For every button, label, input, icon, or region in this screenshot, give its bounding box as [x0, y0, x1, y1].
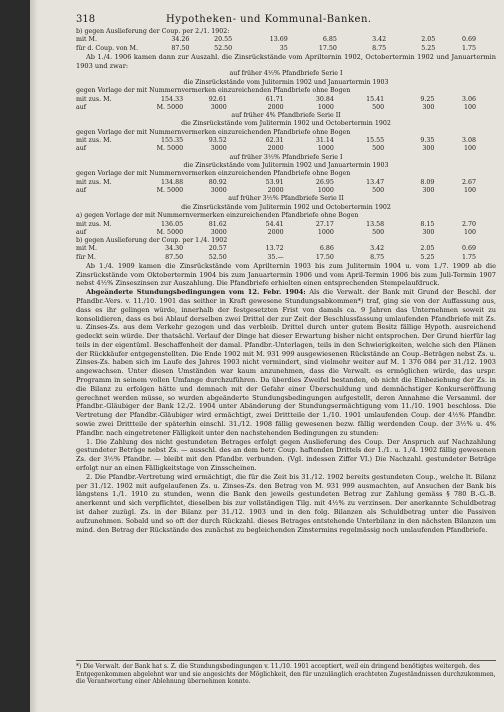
table-cell: 3000 — [210, 103, 227, 111]
table-cell: 61.71 — [265, 95, 284, 103]
table-row — [76, 96, 476, 104]
para-1 — [76, 53, 496, 71]
table-cell: 52.50 — [214, 44, 233, 52]
table-cell: 8.09 — [420, 178, 435, 186]
table-cell: M. 5000 — [156, 103, 184, 111]
table-cell: 3.08 — [461, 137, 476, 145]
table-cell: 100 — [463, 187, 476, 195]
table-cell: 134.88 — [161, 178, 184, 186]
table-cell: 27.17 — [315, 220, 334, 228]
rate-group-table — [76, 221, 476, 237]
para-3-text: Als die Verwalt. der Bank mit Grund der Beschl. der Pfandbr.-Vers. v. 11./10. 1901 das seither in Kraft gewesene Stundungsabkommen*) traf, ging sie von der Auffassung aus, dass es ihr gelingen würde, innerhalb der festgesetzten Frist von damals ca. 9 Jahren das Unternehmen soweit zu konsolidieren, dass es bei Ablauf derselben zwei Drittel der zur Zeit der Beschlussfassung umlaufenden Pfandbriefe mit Zs. u. Zinses-Zs. aus dem Verkehr gezogen und das verbleib. Drittel durch unter gutem Besitz fällige Hypoth. ausreichend gedeckt sein würde. Der thatsächl. Verlauf der Dinge hat dieser Erwartung bisher nicht entsprochen. Der Grund hierfür lag teils in der eigentümI. Beschaffenheit der damal. Pfandbr.-Unterlagen, teils in den Schwierigkeiten, welche sich den Plänen der Rückkäufer entgegenstellten. Die Ende 1902 mit M. 931 999 ausgewiesenen Rückstände an Coup.-Beträgen nebst Zs. u. Zinses-Zs. haben sich im Laufe des Jahres 1903 nicht vermindert, sind vielmehr weiter auf M. 1 376 084 per 31./12. 1903 angewachsen. Unter diesen Umständen war kaum anzunehmen, dass die Verwalt. es ermöglichen würde, das urspr. Programm in seinem vollen Umfange durchzuführen. Da überdies Zweifel bestanden, ob nicht die Einbeziehung der Zs. in die Bilanz zu erfolgen hätte und demnach mit der Gefahr einer Überschuldung und demnächstiger Konkurseröffnung gerechnet werden müsse, so wurden abgeänderte Stundungsbedingungen aufgestellt, deren Annahme die Versamml. der Pfandbr.-Gläubiger der Bank 12./2. 1904 unter Abänderung der Stundungsermächtigung vom 11./10. 1901 beschloss. Die Vertretung der Pfandbr.-Gläubiger wird ermächtigt, zwei Drittteile der 1./10. 1901 umlaufenden Coup. der 4½% Pfandbr. sowie zwei Drittteile der späterhin einschl. 31./12. 1908 fällig gewesenen bezw. fällig werdenden Coup. der 3½% u. 4% Pfandbr. nach eingetretener Fälligkeit unter den nachstehenden Bedingungen zu stunden: — [76, 288, 496, 437]
item-2: 2. Die Pfandbr.-Vertretung wird ermächtigt, die für die Zeit bis 31./12. 1902 bereits gestundeten Coup., welche lt. Bilanz per 31./12. 1902 mit aufgelaufenen Zs. u. Zinses-Zs. den Betrag von M. 931 999 ausmachten, auf Ansuchen der Bank bis längstens 1./1. 1910 zu stunden, wenn die Bank den jeweils gestundeten Betrag zur Zahlung gemäss § 780 B.-G.-B. anerkennt und sich verpflichtet, dieselben bis zur vollständigen Tilg. mit 4½% zu verzinsen. Der anerkannte Schuldbetrag ist daher zuzügl. Zs. in der Bilanz per 31./12. 1903 und in den folg. Bilanzen als Schuldbetrag unter die Passiven aufzunehmen. Sobald und so oft der durch Rückzahl. dieses Betrages entstehende Unterbilanz in den nächsten Bilanzen um mind. den Betrag der Rückstände des zunächst zu begleichenden Zinstermins regelmässig noch umlaufenden Pfandbriefe. — [76, 472, 496, 534]
table-cell: M. 5000 — [156, 145, 184, 153]
table-cell: 0.69 — [461, 36, 476, 44]
rate-group-subtitle: die Zinsrückstände vom Julitermin 1902 und Januartermin 1903 — [183, 162, 389, 170]
table-cell: 53.91 — [265, 178, 284, 186]
table-cell: 300 — [422, 145, 435, 153]
table-cell: 20.55 — [214, 36, 233, 44]
table-cell: 5.25 — [421, 44, 436, 52]
table-cell: 2000 — [267, 228, 284, 236]
table-cell: 15.41 — [366, 95, 385, 103]
table-cell: 6.86 — [319, 245, 334, 253]
rate-group-note: gegen Vorlage der mit Nummernvermerken einzureichenden Pfandbriefe ohne Bogen — [76, 87, 351, 95]
table-cell: 92.61 — [208, 95, 227, 103]
table-cell: 136.05 — [161, 220, 184, 228]
table-cell: 17.50 — [318, 44, 337, 52]
table-cell: auf — [76, 145, 87, 153]
rate-groups — [76, 70, 496, 237]
table-cell: 8.75 — [372, 44, 387, 52]
table-cell: 87.50 — [171, 44, 190, 52]
table-cell: 100 — [463, 145, 476, 153]
para-2: Ab 1./4. 1909 kamen die Zinsrückstände vom Aprilternin 1903 bis zum Julitermin 1904 u. vom 1./7. 1909 ab die Zinsrückstände vom Oktobertermin 1904 bis zum Januartermin 1906 und vom April-Termin 1906 bis zum Juli-Termin 1907 nebst 4½% Zinseszinsen zur Auszahlung. Die Pfandbriefe erhielten einen entsprechenden Stempelaufdruck. — [76, 261, 496, 288]
table-cell: 2.67 — [461, 178, 476, 186]
page-title: Hypotheken- und Kommunal-Banken. — [166, 14, 372, 25]
table-row — [76, 187, 476, 195]
table-cell: 9.25 — [420, 95, 435, 103]
table-row — [76, 254, 476, 262]
table-cell: 31.14 — [315, 137, 334, 145]
rate-group-title: auf früher 3½% Pfandbriefe Serie I — [229, 153, 343, 161]
table-cell: mit zus. M. — [76, 137, 112, 145]
table-cell: 81.62 — [208, 220, 227, 228]
section-b-table — [76, 36, 476, 52]
table-cell: 0.69 — [461, 245, 476, 253]
rate-group-note: gegen Vorlage der mit Nummernvermerken einzureichenden Pfandbriefe ohne Bogen — [76, 128, 351, 136]
table-cell: mit zus. M. — [76, 220, 112, 228]
table-cell: 300 — [422, 187, 435, 195]
rate-group-subtitle: die Zinsrückstände vom Julitermin 1902 und Octobertermin 1902 — [181, 203, 391, 211]
table-cell: 2000 — [267, 103, 284, 111]
rate-group-note: a) gegen Vorlage der mit Nummernvermerken einzureichenden Pfandbriefe ohne Bogen — [76, 212, 359, 220]
body-text — [76, 262, 496, 535]
table-cell: 2000 — [267, 187, 284, 195]
table-cell: 155.35 — [161, 137, 184, 145]
footnote-text: *) Die Verwalt. der Bank hat s. Z. die Stundungsbedingungen v. 11./10. 1901 acceptiert, weil ein dringend benötigtes weitergeh. des Entgegenkommen abgelehnt war und sie angesichts der Möglichkeit, den für unzulänglich erachteten Zugeständnissen durchzukommen, die Verantwortung einer Ablehnung übernehmen konnte. — [76, 663, 496, 686]
table-cell: 500 — [372, 145, 385, 153]
table-cell: 13.69 — [269, 36, 288, 44]
table-row — [76, 229, 476, 237]
table-cell: 3000 — [210, 145, 227, 153]
table-cell: 9.35 — [420, 137, 435, 145]
table-cell: 300 — [422, 103, 435, 111]
table-cell: 3.42 — [372, 36, 387, 44]
table-cell: 154.33 — [161, 95, 184, 103]
table-cell: 15.55 — [366, 137, 385, 145]
section-b2-label: b) gegen Auslieferung der Coup. per 1./4. 1902 — [76, 236, 228, 244]
table-cell: 26.95 — [315, 178, 334, 186]
table-cell: 1000 — [317, 145, 334, 153]
table-cell: 34.30 — [165, 245, 184, 253]
rate-group — [76, 195, 496, 237]
rate-group-subtitle: die Zinsrückstände vom Julitermin 1902 und Octobertermin 1902 — [181, 120, 391, 128]
table-cell: 35.— — [267, 253, 284, 261]
table-row — [76, 36, 476, 44]
table-cell: 500 — [372, 228, 385, 236]
table-cell: 3.06 — [461, 95, 476, 103]
table-cell: 5.25 — [420, 253, 435, 261]
table-row — [76, 179, 476, 187]
table-cell: 1000 — [317, 187, 334, 195]
table-cell: mit M. — [76, 245, 97, 253]
para-3 — [76, 288, 496, 438]
para-1-text: Ab 1./4. 1906 kamen dann zur Auszahl. die Zinsrückstände vom Aprilternin 1902, Octobertermin 1902 und Januartermin 1903 und zwar: — [76, 52, 496, 70]
table-cell: 300 — [422, 228, 435, 236]
table-cell: M. 5000 — [156, 187, 184, 195]
table-cell: 1.75 — [461, 253, 476, 261]
rate-group — [76, 112, 496, 154]
table-cell: 2.70 — [461, 220, 476, 228]
table-cell: 34.26 — [171, 36, 190, 44]
table-cell: 6.85 — [322, 36, 337, 44]
table-cell: 2.05 — [421, 36, 436, 44]
table-cell: 500 — [372, 187, 385, 195]
table-cell: 13.58 — [366, 220, 385, 228]
table-cell: 13.47 — [366, 178, 385, 186]
table-cell: 1000 — [317, 103, 334, 111]
rate-group-title: auf früher 3½% Pfandbriefe Serie II — [228, 195, 344, 203]
page-number: 318 — [76, 14, 96, 25]
document-page — [30, 0, 504, 712]
table-cell: 3000 — [210, 228, 227, 236]
rate-group — [76, 154, 496, 196]
para-3-heading: Abgeänderte Stundungsbedingungen vom 12. Febr. 1904: — [86, 288, 306, 297]
section-b-label: b) gegen Auslieferung der Coup. per 2./1. 1902: — [76, 28, 230, 35]
table-row — [76, 221, 476, 229]
rate-group-table — [76, 179, 476, 195]
table-cell: 35 — [279, 44, 288, 52]
table-cell: 20.57 — [208, 245, 227, 253]
rate-group — [76, 70, 496, 112]
table-cell: 100 — [463, 103, 476, 111]
table-cell: 52.50 — [208, 253, 227, 261]
table-cell: 500 — [372, 103, 385, 111]
rate-group-note: gegen Vorlage der mit Nummernvermerken einzureichenden Pfandbriefe ohne Bogen — [76, 170, 351, 178]
table-cell: 8.75 — [370, 253, 385, 261]
table-row — [76, 145, 476, 153]
table-cell: auf — [76, 187, 87, 195]
rate-group-table — [76, 137, 476, 153]
footnote — [76, 660, 496, 686]
section-b2 — [76, 237, 496, 262]
table-cell: 62.31 — [265, 137, 284, 145]
table-cell: für d. Coup. von M. — [76, 44, 138, 52]
table-cell: 54.41 — [265, 220, 284, 228]
table-cell: 93.52 — [208, 137, 227, 145]
table-cell: mit zus. M. — [76, 178, 112, 186]
table-cell: M. 5000 — [156, 228, 184, 236]
rate-group-subtitle: die Zinsrückstände vom Julitermin 1902 und Januartermin 1903 — [183, 78, 389, 86]
table-cell: 8.15 — [420, 220, 435, 228]
table-cell: auf — [76, 228, 87, 236]
table-cell: 1.75 — [461, 44, 476, 52]
table-cell: 17.50 — [315, 253, 334, 261]
table-cell: mit zus. M. — [76, 95, 112, 103]
table-cell: 2.05 — [420, 245, 435, 253]
table-cell: 1000 — [317, 228, 334, 236]
table-cell: auf — [76, 103, 87, 111]
table-cell: 30.84 — [315, 95, 334, 103]
table-row — [76, 137, 476, 145]
table-cell: 3000 — [210, 187, 227, 195]
table-cell: 2000 — [267, 145, 284, 153]
rate-group-table — [76, 96, 476, 112]
item-1: 1. Die Zahlung des nicht gestundeten Betrages erfolgt gegen Auslieferung des Coup. Der Anspruch auf Nachzahlung gestundeter Beträge nebst Zs. — ausschl. des an dem betr. Coup. haftenden Drittels der 1./1. u. 1./4. 1902 fällig gewesenen Zs. der 3½% Pfandbr. — bleibt mit den Pfandbr. verbunden. (Vgl. indessen Ziffer VI.) Die Nachzahl. gestundeter Beträge erfolgt nur an einen Fälligkeitstage von Zinsscheinen. — [76, 437, 496, 473]
table-row — [76, 45, 476, 53]
table-cell: für M. — [76, 253, 96, 261]
table-cell: 13.72 — [265, 245, 284, 253]
table-cell: 80.92 — [208, 178, 227, 186]
table-cell: 3.42 — [370, 245, 385, 253]
page-header — [76, 14, 496, 28]
table-row — [76, 104, 476, 112]
table-row — [76, 245, 476, 253]
table-cell: 100 — [463, 228, 476, 236]
page-binding-shadow — [30, 0, 38, 712]
section-b2-table — [76, 245, 476, 261]
table-cell: 87.50 — [165, 253, 184, 261]
section-b — [76, 28, 496, 53]
rate-group-title: auf früher 4½% Pfandbriefe Serie I — [229, 70, 343, 78]
rate-group-title: auf früher 4% Pfandbriefe Serie II — [231, 112, 341, 120]
table-cell: mit M. — [76, 36, 97, 44]
